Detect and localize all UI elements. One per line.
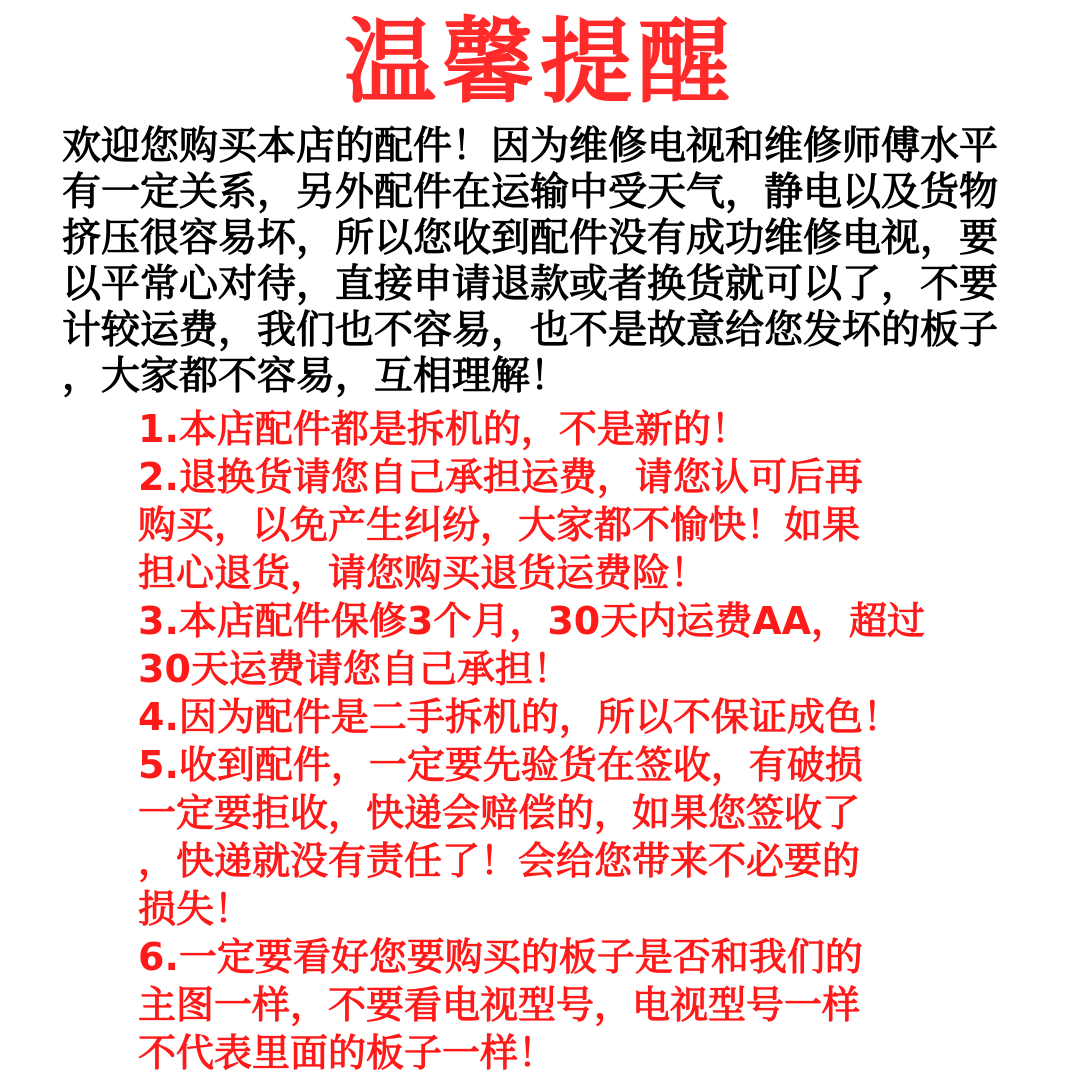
intro-line: 计较运费，我们也不容易，也不是故意给您发坏的板子 [62,308,999,353]
notice-title: 温馨提醒 [343,9,736,116]
note-line: 5.收到配件，一定要先验货在签收，有破损 [138,743,863,787]
note-line: 一定要拒收，快递会赔偿的，如果您签收了 [138,791,861,835]
note-line: 6.一定要看好您要购买的板子是否和我们的 [138,935,863,979]
note-line: 30天运费请您自己承担！ [138,647,571,691]
intro-line: 欢迎您购买本店的配件！因为维修电视和维修师傅水平 [62,124,999,169]
intro-paragraph [62,124,1032,400]
note-line: 4.因为配件是二手拆机的，所以不保证成色！ [138,695,901,739]
intro-line: 挤压很容易坏，所以您收到配件没有成功维修电视，要 [62,216,999,261]
intro-line: ，大家都不容易，互相理解！ [62,354,570,399]
note-line: 购买，以免产生纠纷，大家都不愉快！如果 [138,503,861,547]
note-line: 1.本店配件都是拆机的，不是新的！ [138,407,749,451]
note-line: 3.本店配件保修3个月，30天内运费AA，超过 [138,599,926,643]
note-line: 担心退货，请您购买退货运费险！ [138,551,709,595]
note-line: 损失！ [138,887,253,931]
intro-line: 以平常心对待，直接申请退款或者换货就可以了，不要 [62,262,999,307]
intro-line: 有一定关系，另外配件在运输中受天气，静电以及货物 [62,170,999,215]
note-line: 主图一样，不要看电视型号，电视型号一样 [138,983,861,1027]
notes-list [138,405,1018,1077]
note-line: 不代表里面的板子一样！ [138,1031,557,1075]
note-line: 2.退换货请您自己承担运费，请您认可后再 [138,455,863,499]
note-line: ，快递就没有责任了！会给您带来不必要的 [138,839,861,883]
